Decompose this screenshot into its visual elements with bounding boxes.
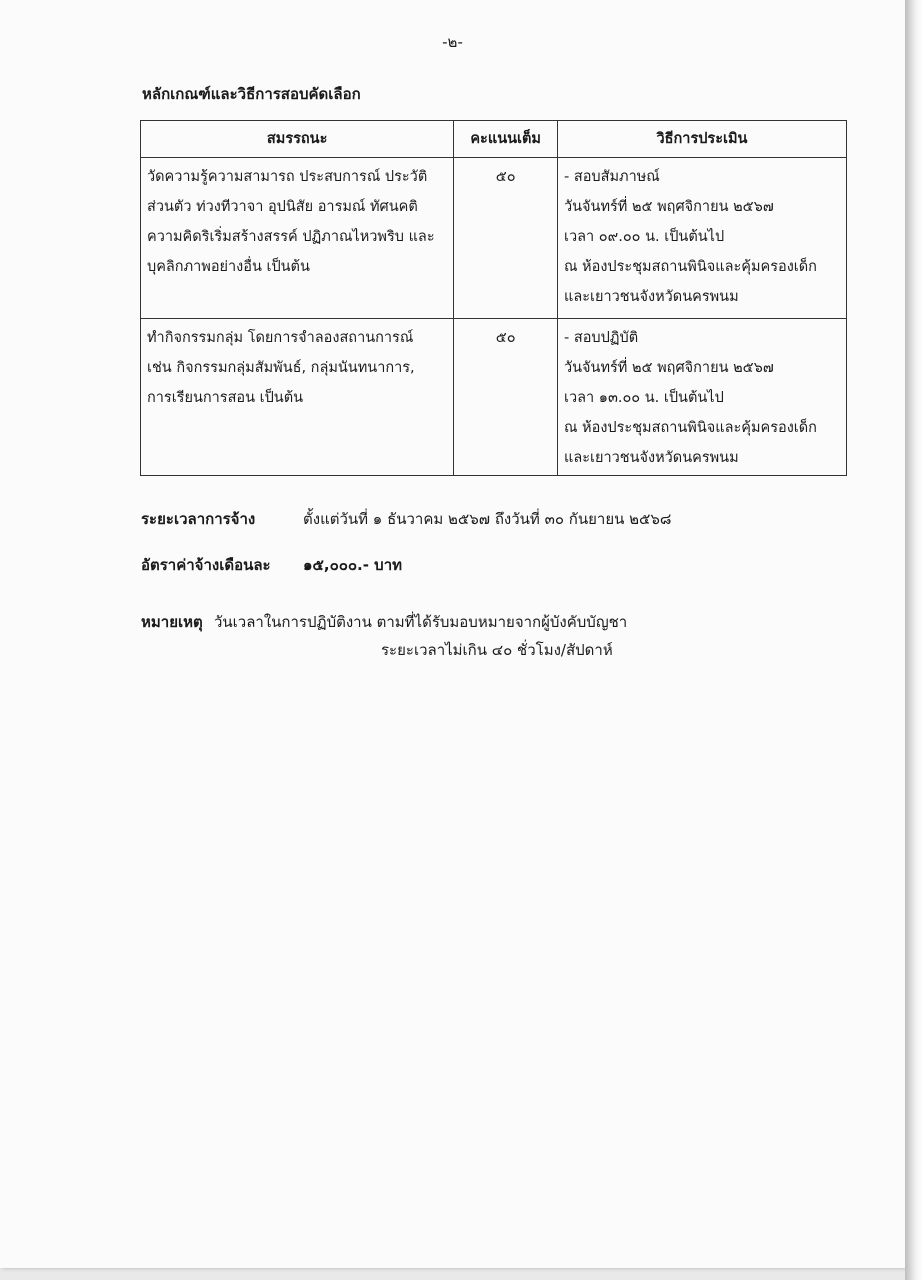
method-line: เวลา ๐๙.๐๐ น. เป็นต้นไป (564, 229, 725, 245)
competency-line: การเรียนการสอน เป็นต้น (147, 390, 304, 406)
competency-line: ทำกิจกรรมกลุ่ม โดยการจำลองสถานการณ์ (147, 330, 414, 346)
salary-label: อัตราค่าจ้างเดือนละ (141, 556, 271, 574)
employment-period-label: ระยะเวลาการจ้าง (141, 510, 256, 528)
page-number: -๒- (442, 33, 463, 51)
competency-line: ความคิดริเริ่มสร้างสรรค์ ปฏิภาณไหวพริบ และ (147, 229, 435, 245)
section-heading: หลักเกณฑ์และวิธีการสอบคัดเลือก (142, 85, 361, 103)
header-competency: สมรรถนะ (141, 121, 454, 158)
method-line: เวลา ๑๓.๐๐ น. เป็นต้นไป (564, 390, 724, 406)
score-cell: ๕๐ (454, 158, 558, 319)
competency-cell (141, 319, 454, 476)
criteria-table (140, 120, 847, 476)
table-header-row (141, 121, 847, 158)
table-row (141, 158, 847, 319)
note-line-2: ระยะเวลาไม่เกิน ๔๐ ชั่วโมง/สัปดาห์ (381, 641, 613, 659)
competency-cell (141, 158, 454, 319)
table-row (141, 319, 847, 476)
competency-line: บุคลิกภาพอย่างอื่น เป็นต้น (147, 259, 310, 275)
note-line-1: วันเวลาในการปฏิบัติงาน ตามที่ได้รับมอบหมายจากผู้บังคับบัญชา (214, 613, 628, 631)
salary-value: ๑๕,๐๐๐.- บาท (303, 556, 403, 574)
method-line: วันจันทร์ที่ ๒๕ พฤศจิกายน ๒๕๖๗ (564, 199, 774, 215)
method-line: - สอบปฏิบัติ (564, 330, 639, 346)
method-line: - สอบสัมภาษณ์ (564, 169, 660, 185)
method-line: และเยาวชนจังหวัดนครพนม (564, 289, 739, 305)
method-cell (558, 158, 847, 319)
page-edge-shadow (905, 0, 923, 1280)
note-label: หมายเหตุ (141, 613, 203, 631)
method-line: วันจันทร์ที่ ๒๕ พฤศจิกายน ๒๕๖๗ (564, 360, 774, 376)
competency-line: วัดความรู้ความสามารถ ประสบการณ์ ประวัติ (147, 169, 428, 185)
method-cell (558, 319, 847, 476)
method-line: และเยาวชนจังหวัดนครพนม (564, 450, 739, 466)
employment-period-value: ตั้งแต่วันที่ ๑ ธันวาคม ๒๕๖๗ ถึงวันที่ ๓๐ กันยายน ๒๕๖๘ (303, 510, 672, 528)
method-line: ณ ห้องประชุมสถานพินิจและคุ้มครองเด็ก (564, 420, 817, 436)
competency-line: เช่น กิจกรรมกลุ่มสัมพันธ์, กลุ่มนันทนาการ, (147, 360, 415, 376)
header-method: วิธีการประเมิน (558, 121, 847, 158)
header-score: คะแนนเต็ม (454, 121, 558, 158)
competency-line: ส่วนตัว ท่วงทีวาจา อุปนิสัย อารมณ์ ทัศนคติ (147, 199, 418, 215)
method-line: ณ ห้องประชุมสถานพินิจและคุ้มครองเด็ก (564, 259, 817, 275)
score-cell: ๕๐ (454, 319, 558, 476)
